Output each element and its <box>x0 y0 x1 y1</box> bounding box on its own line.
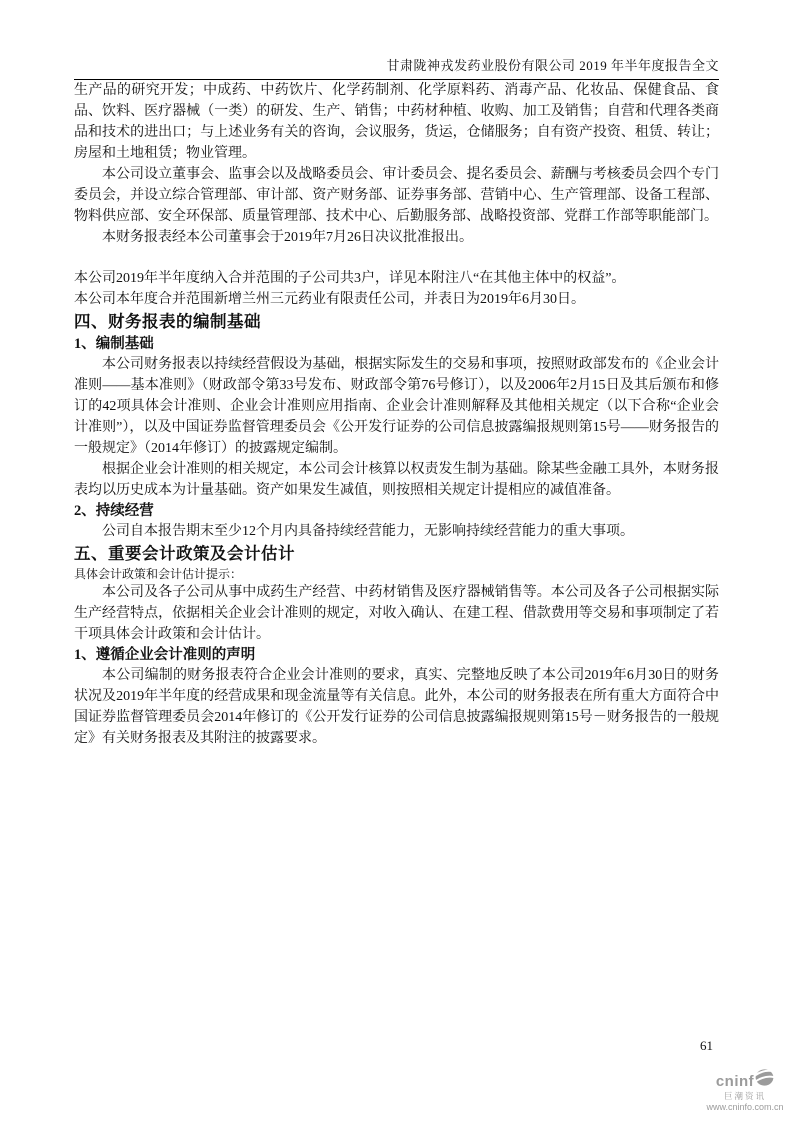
section4-sub2-heading: 2、持续经营 <box>74 503 154 519</box>
cninfo-chinese-name: 巨潮资讯 <box>723 1091 766 1101</box>
section4-sub1-paragraph1: 本公司财务报表以持续经营假设为基础，根据实际发生的交易和事项，按照财政部发布的《企业会计准则——基本准则》（财政部令第33号发布、财政部令第76号修订），以及2006年2月15日及其后颁布和修订的42项具体会计准则、企业会计准则应用指南、企业会计准则解释及其他相关规定（以下合称“企业会计准则”），以及中国证券监督管理委员会《公开发行证券的公司信息披露编报规则第15号——财务报告的一般规定》（2014年修订）的披露规定编制。 <box>74 357 719 456</box>
section4-heading: 四、财务报表的编制基础 <box>74 312 261 331</box>
cninfo-brand-text: cninf <box>715 1072 755 1090</box>
cninfo-url: www.cninfo.com.cn <box>706 1102 784 1112</box>
paragraph-consolidation-scope: 本公司2019年半年度纳入合并范围的子公司共3户，详见本附注八“在其他主体中的权益”。 <box>74 271 626 286</box>
section5-sub1-paragraph1: 本公司编制的财务报表符合企业会计准则的要求，真实、完整地反映了本公司2019年6月30日的财务状况及2019年半年度的经营成果和现金流量等有关信息。此外，本公司的财务报表在所有重大方面符合中国证券监督管理委员会2014年修订的《公开发行证券的公司信息披露编报规则第15号－财务报告的一般规定》有关财务报表及其附注的披露要求。 <box>74 668 719 746</box>
cninfo-globe-icon <box>755 1069 774 1091</box>
paragraph-business-scope: 生产品的研究开发；中成药、中药饮片、化学药制剂、化学原料药、消毒产品、化妆品、保健食品、食品、饮料、医疗器械（一类）的研发、生产、销售；中药材种植、收购、加工及销售；自营和代理各类商品和技术的进出口；与上述业务有关的咨询，会议服务，货运，仓储服务；自有资产投资、租赁、转让；房屋和土地租赁；物业管理。 <box>74 83 719 161</box>
section4-sub1-heading: 1、编制基础 <box>74 336 154 352</box>
section4-sub1-paragraph2: 根据企业会计准则的相关规定，本公司会计核算以权责发生制为基础。除某些金融工具外，本财务报表均以历史成本为计量基础。资产如果发生减值，则按照相关规定计提相应的减值准备。 <box>74 462 719 498</box>
paragraph-approval-date: 本财务报表经本公司董事会于2019年7月26日决议批准报出。 <box>102 230 473 245</box>
section5-intro-paragraph: 本公司及各子公司从事中成药生产经营、中药材销售及医疗器械销售等。本公司及各子公司根据实际生产经营特点，依据相关企业会计准则的规定，对收入确认、在建工程、借款费用等交易和事项制定了若干项具体会计政策和会计估计。 <box>74 585 719 642</box>
page-number: 61 <box>700 1038 713 1053</box>
cninfo-logo <box>702 1072 788 1113</box>
paragraph-committees: 本公司设立董事会、监事会以及战略委员会、审计委员会、提名委员会、薪酬与考核委员会四个专门委员会，并设立综合管理部、审计部、资产财务部、证券事务部、营销中心、生产管理部、设备工程部、物料供应部、安全环保部、质量管理部、技术中心、后勤服务部、战略投资部、党群工作部等职能部门。 <box>74 167 719 224</box>
section5-note: 具体会计政策和会计估计提示： <box>74 567 243 581</box>
cninfo-logo-top-row <box>702 1072 788 1091</box>
section5-sub1-heading: 1、遵循企业会计准则的声明 <box>74 647 256 663</box>
paragraph-new-subsidiary: 本公司本年度合并范围新增兰州三元药业有限责任公司，并表日为2019年6月30日。 <box>74 292 585 307</box>
section5-heading: 五、重要会计政策及会计估计 <box>74 544 295 563</box>
report-header-title: 甘肃陇神戎发药业股份有限公司 2019 年半年度报告全文 <box>74 0 719 80</box>
section4-sub2-paragraph1: 公司自本报告期末至少12个月内具备持续经营能力，无影响持续经营能力的重大事项。 <box>102 524 634 539</box>
